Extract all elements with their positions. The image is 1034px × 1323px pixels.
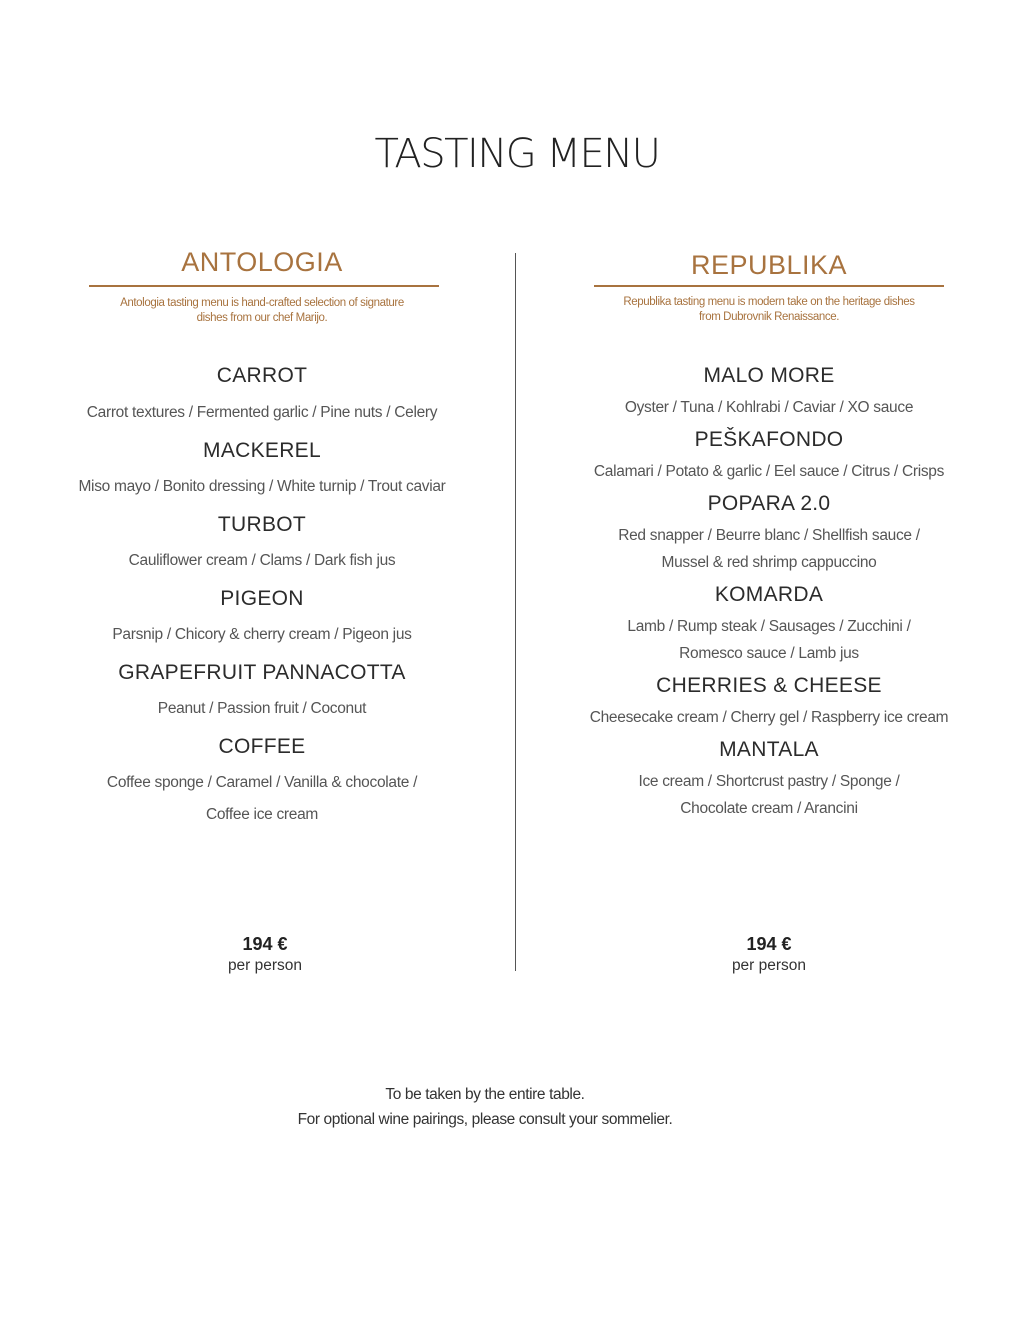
menu-description-line: Antologia tasting menu is hand-crafted selection of signature: [120, 297, 404, 309]
course-description: Mussel & red shrimp cappuccino: [661, 554, 877, 571]
course-description: Coffee sponge / Caramel / Vanilla & chocolate /: [106, 774, 418, 791]
course-description: Cauliflower cream / Clams / Dark fish jus: [128, 552, 396, 569]
course-description: Miso mayo / Bonito dressing / White turnip / Trout caviar: [78, 478, 446, 495]
course-description: Chocolate cream / Arancini: [680, 800, 858, 817]
course-title: PIGEON: [220, 587, 304, 610]
course-title: CHERRIES & CHEESE: [656, 674, 882, 697]
course-description: Cheesecake cream / Cherry gel / Raspberry ice cream: [589, 709, 949, 726]
course-description: Peanut / Passion fruit / Coconut: [157, 700, 367, 717]
course-description: Carrot textures / Fermented garlic / Pine nuts / Celery: [86, 404, 438, 421]
course-title: POPARA 2.0: [707, 492, 831, 515]
column-divider: [515, 253, 516, 971]
course-description: Calamari / Potato & garlic / Eel sauce / Citrus / Crisps: [593, 463, 945, 480]
course-title: MALO MORE: [703, 364, 835, 387]
course-title: MACKEREL: [203, 439, 321, 462]
course-description: Lamb / Rump steak / Sausages / Zucchini /: [627, 618, 911, 635]
menu-name-underline: [89, 285, 439, 287]
page-title: TASTING MENU: [374, 131, 660, 177]
course-description: Red snapper / Beurre blanc / Shellfish sauce /: [618, 527, 920, 544]
footer-note: To be taken by the entire table.: [385, 1086, 585, 1103]
price: 194 €: [242, 934, 288, 954]
price: 194 €: [746, 934, 792, 954]
course-description: Ice cream / Shortcrust pastry / Sponge /: [638, 773, 900, 790]
menu-name-underline: [594, 285, 944, 287]
menu-description-line: from Dubrovnik Renaissance.: [698, 311, 840, 323]
course-title: PEŠKAFONDO: [694, 428, 844, 451]
course-title: KOMARDA: [714, 583, 824, 606]
menu-description-line: dishes from our chef Marijo.: [196, 312, 328, 324]
menu-name: REPUBLIKA: [690, 250, 848, 280]
course-title: MANTALA: [719, 738, 819, 761]
course-description: Romesco sauce / Lamb jus: [679, 645, 859, 662]
course-description: Parsnip / Chicory & cherry cream / Pigeon jus: [112, 626, 412, 643]
menu-description-line: Republika tasting menu is modern take on the heritage dishes: [623, 296, 915, 308]
price-unit: per person: [227, 957, 303, 974]
footer-note: For optional wine pairings, please consult your sommelier.: [297, 1111, 673, 1128]
course-title: CARROT: [216, 364, 308, 387]
menu-name: ANTOLOGIA: [181, 247, 343, 277]
price-unit: per person: [731, 957, 807, 974]
course-title: COFFEE: [218, 735, 306, 758]
course-description: Oyster / Tuna / Kohlrabi / Caviar / XO sauce: [624, 399, 914, 416]
course-title: TURBOT: [217, 513, 307, 536]
course-description: Coffee ice cream: [205, 806, 319, 823]
course-title: GRAPEFRUIT PANNACOTTA: [118, 661, 406, 684]
